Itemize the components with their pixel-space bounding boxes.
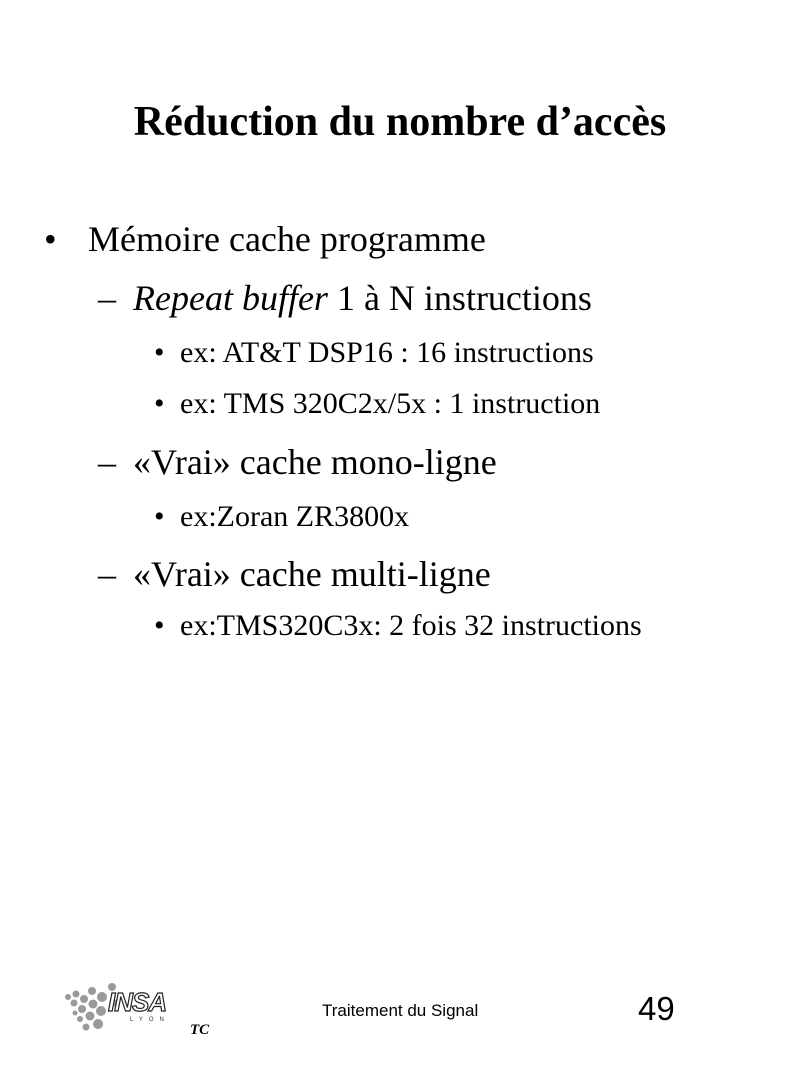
slide-title: Réduction du nombre d’accès [133, 99, 667, 145]
bullet-mark: • [154, 387, 165, 420]
bullet-text: ex: AT&T DSP16 : 16 instructions [180, 336, 594, 369]
department-label: TC [190, 1022, 210, 1038]
footer-course: Traitement du Signal [322, 1001, 479, 1020]
bullet-mark: • [154, 500, 165, 533]
dash-mark: – [98, 554, 116, 594]
bullet-text: ex:Zoran ZR3800x [180, 500, 410, 533]
italic-term: Repeat buffer [133, 278, 328, 318]
bullet-text [133, 276, 592, 320]
logo-sub: LYON [130, 1017, 170, 1023]
logo-text: INSA [108, 987, 167, 1017]
bullet-text: «Vrai» cache multi-ligne [133, 554, 491, 594]
dash-mark: – [98, 278, 116, 318]
bullet-text: ex: TMS 320C2x/5x : 1 instruction [180, 387, 601, 420]
bullet-text: ex:TMS320C3x: 2 fois 32 instructions [180, 609, 642, 642]
bullet-mark: • [154, 609, 165, 642]
bullet-text: Mémoire cache programme [88, 219, 486, 259]
bullet-mark: • [44, 219, 57, 259]
bullet-text: «Vrai» cache mono-ligne [133, 442, 497, 482]
bullet-mark: • [154, 336, 165, 369]
page-number: 49 [638, 990, 675, 1027]
bullet-text-rest: 1 à N instructions [327, 278, 592, 318]
dash-mark: – [98, 442, 116, 482]
